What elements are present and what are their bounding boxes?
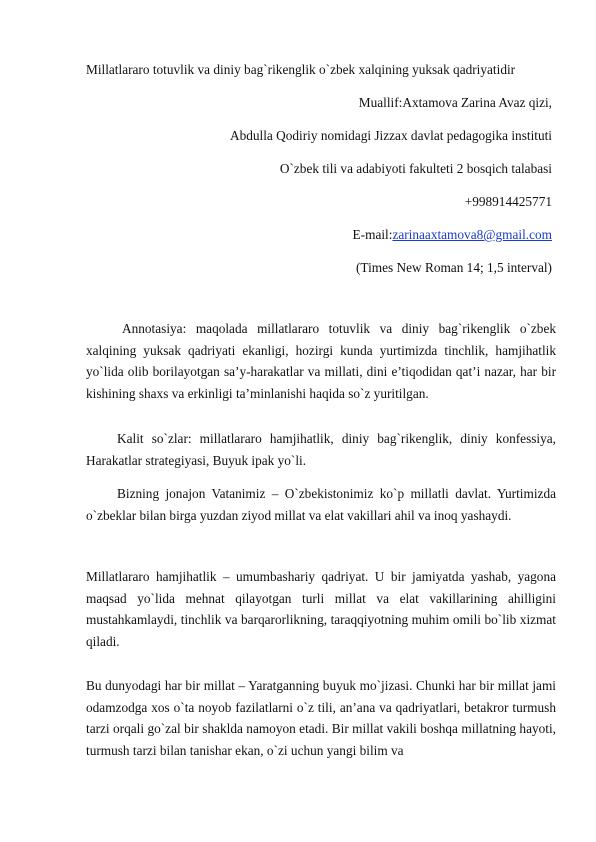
paragraph-2-text: Millatlararo hamjihatlik – umumbashariy qadriyat. U bir jamiyatda yashab, yagona maqsad yo`lida mehnat qilayotgan turli millat va elat vakillarining ahilligini mustahkamlaydi, tinchlik va barqarorlikning, taraqqiyotning muhim omili bo`lib xizmat qiladi. bbox=[86, 569, 556, 649]
document-title: Millatlararo totuvlik va diniy bag`rikenglik o`zbek xalqining yuksak qadriyatidir bbox=[86, 62, 516, 77]
paragraph-2 bbox=[86, 566, 556, 652]
format-note: (Times New Roman 14; 1,5 interval) bbox=[356, 260, 552, 275]
email-link[interactable]: zarinaaxtamova8@gmail.com bbox=[392, 227, 552, 242]
author-line: Muallif:Axtamova Zarina Avaz qizi, bbox=[358, 95, 552, 110]
paragraph-1-text: Bizning jonajon Vatanimiz – O`zbekistonimiz ko`p millatli davlat. Yurtimizda o`zbeklar bilan birga yuzdan ziyod millat va elat vakillari ahil va inoq yashaydi. bbox=[86, 486, 556, 523]
faculty-line: O`zbek tili va adabiyoti fakulteti 2 bosqich talabasi bbox=[279, 161, 552, 176]
keywords-block bbox=[86, 428, 556, 471]
annotation-text: Annotasiya: maqolada millatlararo totuvlik va diniy bag`rikenglik o`zbek xalqining yuksak qadriyati ekanligi, hozirgi kunda yurtimizda tinchlik, hamjihatlik yo`lida olib borilayotgan sa’y-harakatlar va millati, dini e’tiqodidan qat’i nazar, har bir kishining shaxs va erkinligi ta’minlanishi haqida so`z yuritilgan. bbox=[86, 321, 556, 401]
institution-line: Abdulla Qodiriy nomidagi Jizzax davlat pedagogika instituti bbox=[229, 128, 552, 143]
keywords-text: Kalit so`zlar: millatlararo hamjihatlik, diniy bag`rikenglik, diniy konfessiya, Harakatlar strategiyasi, Buyuk ipak yo`li. bbox=[86, 431, 556, 468]
phone-line: +998914425771 bbox=[464, 194, 552, 209]
paragraph-3-text: Bu dunyodagi har bir millat – Yaratganning buyuk mo`jizasi. Chunki har bir millat jami odamzodga xos o`ta noyob fazilatlarni o`z tili, an’ana va qadriyatlari, betakror turmush tarzi orqali go`zal bir shaklda namoyon etadi. Bir millat vakili boshqa millatning hayoti, turmush tarzi bilan tanishar ekan, o`zi uchun yangi bilim va bbox=[86, 678, 556, 758]
annotation-block bbox=[86, 318, 556, 404]
paragraph-3 bbox=[86, 675, 556, 761]
email-line bbox=[353, 225, 552, 245]
email-label: E-mail: bbox=[352, 227, 393, 242]
paragraph-1 bbox=[86, 483, 556, 526]
